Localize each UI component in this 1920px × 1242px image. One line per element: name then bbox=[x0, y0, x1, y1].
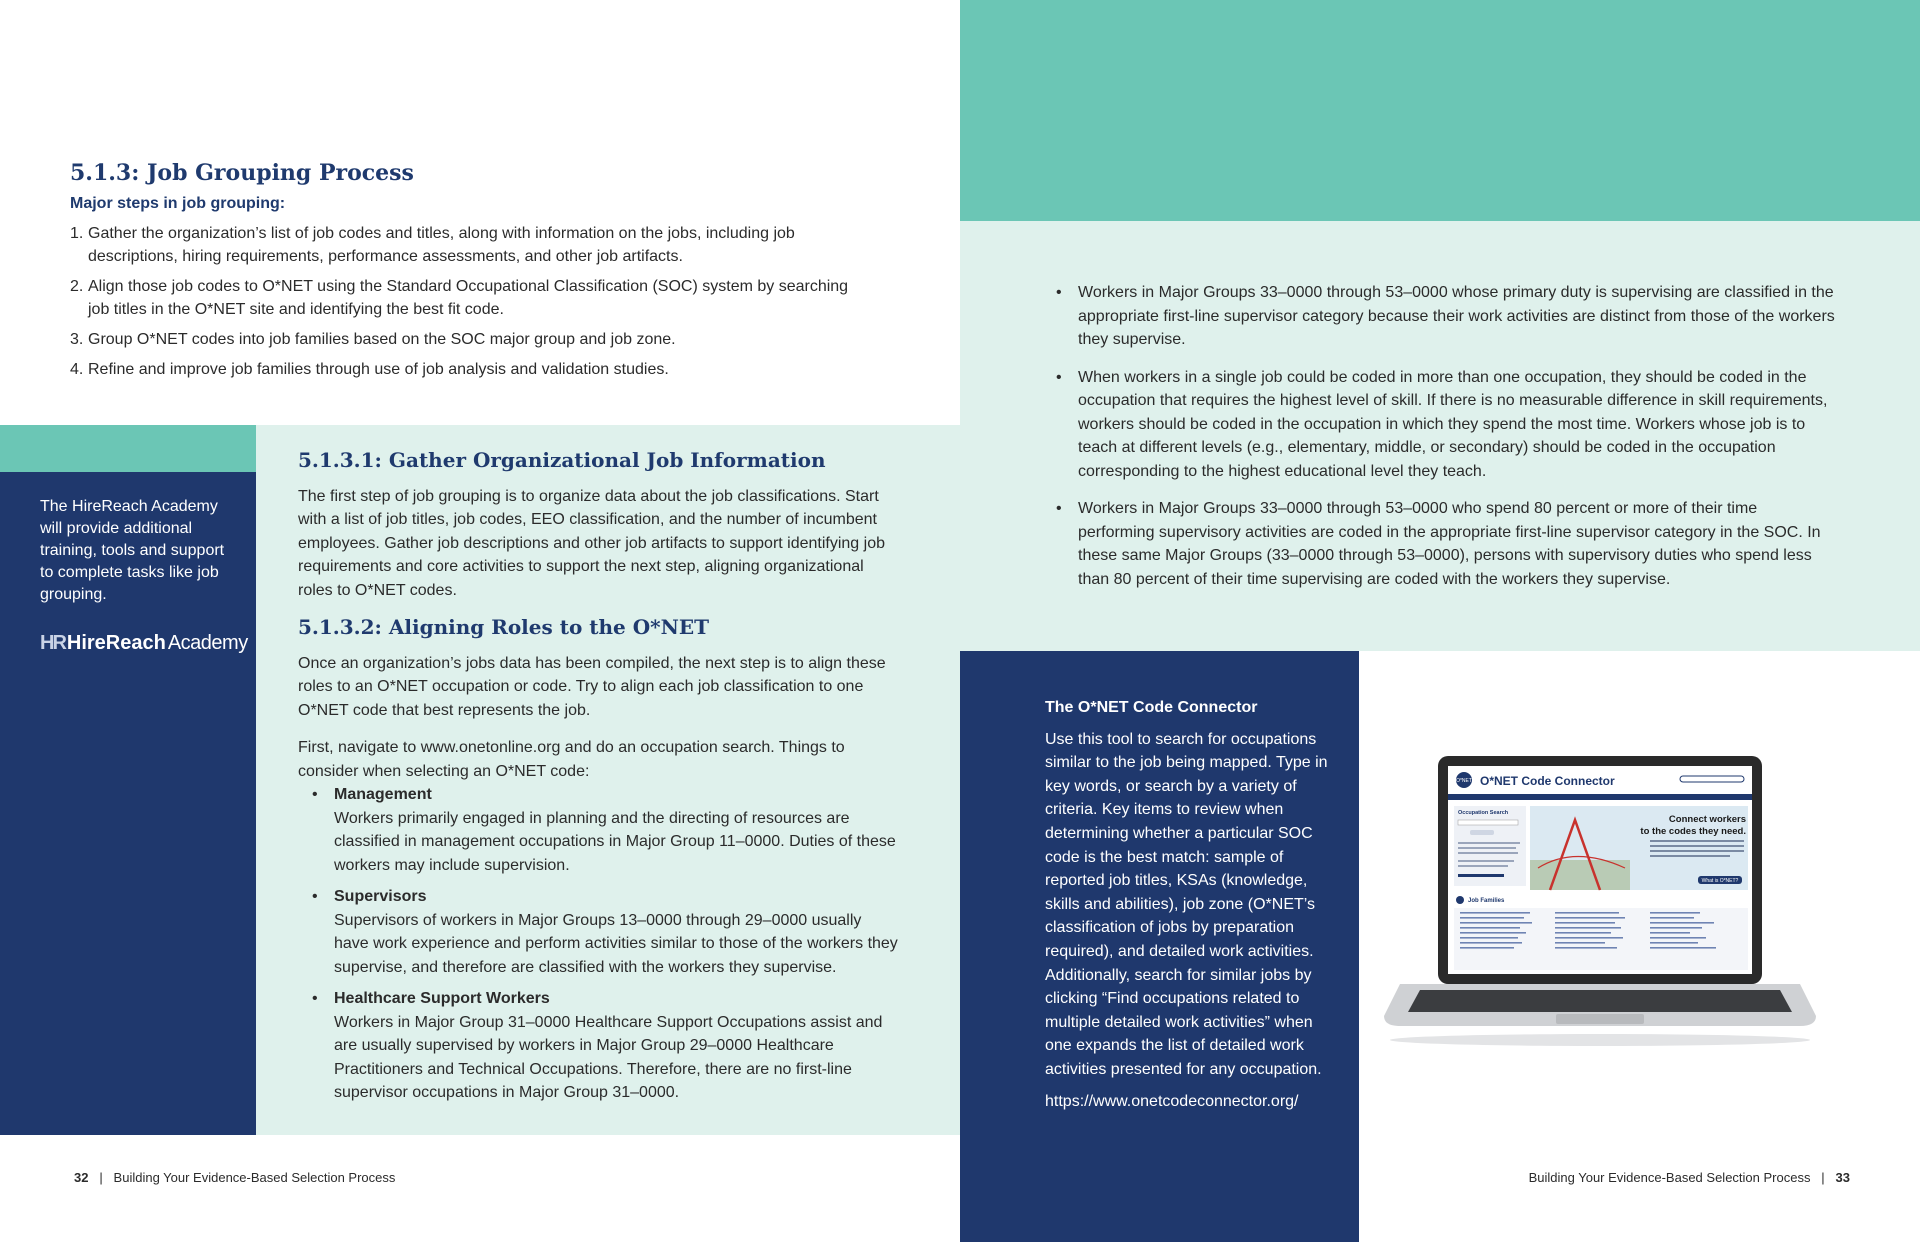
list-item bbox=[70, 275, 870, 321]
job-families-title: Job Families bbox=[1468, 898, 1505, 904]
code-connector-box bbox=[960, 651, 1359, 1242]
page-footer-right bbox=[1529, 1170, 1850, 1185]
hero-line-1: Connect workers bbox=[1668, 814, 1746, 825]
consideration-text: Workers in Major Group 31–0000 Healthcare Support Occupations assist and are usually supervised by workers in Major Group 29–0000 Healthcare Practitioners and Technical Occupations. Therefore, there are no first-line supervisor occupations in Major Group 31–0000. bbox=[334, 1013, 883, 1101]
academy-note: The HireReach Academy will provide additional training, tools and support to complete tasks like job grouping. bbox=[40, 498, 225, 603]
page-footer-left bbox=[74, 1170, 395, 1185]
job-families-icon bbox=[1456, 896, 1464, 904]
step-text: Group O*NET codes into job families based on the SOC major group and job zone. bbox=[88, 331, 676, 348]
subsection-title-aligning: 5.1.3.2: Aligning Roles to the O*NET bbox=[298, 615, 710, 639]
list-item: • Workers in Major Groups 33–0000 through 53–0000 whose primary duty is supervising are classified in the appropriate first-line supervisor category because their work activities are distinct from those of the workers they supervise. bbox=[1078, 281, 1838, 352]
footer-separator: | bbox=[99, 1170, 103, 1185]
list-item bbox=[298, 783, 898, 877]
academy-sidebar bbox=[0, 472, 256, 1135]
step-text: Gather the organization’s list of job codes and titles, along with information on the jobs, including job descriptions, hiring requirements, performance assessments, and other job artifacts. bbox=[88, 225, 795, 265]
step-text: Align those job codes to O*NET using the Standard Occupational Classification (SOC) system by searching job titles in the O*NET site and identifying the best fit code. bbox=[88, 278, 849, 318]
list-item: • When workers in a single job could be coded in more than one occupation, they should be coded in the occupation that requires the highest level of skill. If there is no measurable difference in skill requirements, workers should be coded in the occupation in which they spend the most time. Workers whose job is to teach at different levels (e.g., elementary, middle, or secondary) should be coded in the occupation corresponding to the highest educational level they teach. bbox=[1078, 366, 1838, 484]
hero-line-2: to the codes they need. bbox=[1640, 826, 1746, 837]
step-number: 1. bbox=[70, 225, 84, 242]
list-item: • Workers in Major Groups 33–0000 through 53–0000 who spend 80 percent or more of their time performing supervisory activities are coded in the appropriate first-line supervisor category in the SOC. In these same Major Groups (33–0000 through 53–0000), persons with supervisory duties who spend less than 80 percent of their time supervising are coded with the workers they supervise. bbox=[1078, 497, 1838, 591]
consideration-title: • Management bbox=[334, 786, 432, 803]
list-item bbox=[70, 328, 870, 351]
navigate-paragraph: First, navigate to www.onetonline.org and do an occupation search. Things to consider when selecting an O*NET code: bbox=[298, 739, 845, 780]
onet-logo-text: O*NET bbox=[1456, 778, 1472, 784]
search-button-shape bbox=[1470, 830, 1494, 835]
consideration-title: • Healthcare Support Workers bbox=[334, 990, 550, 1007]
laptop-screenshot-image bbox=[1380, 750, 1820, 1050]
rules-list bbox=[1078, 281, 1838, 605]
page-number: 32 bbox=[74, 1170, 89, 1185]
search-field bbox=[1458, 820, 1518, 825]
steps-list bbox=[70, 222, 870, 388]
job-info-panel bbox=[256, 425, 960, 1135]
consideration-text: Workers primarily engaged in planning and the directing of resources are classified in management occupations in Major Group 11–0000. Duties of these workers may include supervision. bbox=[334, 809, 896, 874]
code-connector-link[interactable]: https://www.onetcodeconnector.org/ bbox=[1045, 1092, 1299, 1110]
consideration-title: • Supervisors bbox=[334, 888, 427, 905]
logo-text-bold: HireReach bbox=[66, 632, 166, 654]
teal-header-block bbox=[960, 0, 1920, 221]
step-number: 3. bbox=[70, 331, 84, 348]
list-item bbox=[70, 358, 870, 381]
screen-search-box bbox=[1680, 776, 1744, 782]
screen-nav-bar bbox=[1448, 794, 1752, 800]
consideration-text: Supervisors of workers in Major Groups 13–0000 through 29–0000 usually have work experience and perform activities similar to those of the workers they supervise, and therefore are classified with the workers they supervise. bbox=[334, 911, 898, 976]
laptop-trackpad bbox=[1556, 1014, 1644, 1024]
list-item bbox=[298, 885, 898, 979]
laptop-keyboard bbox=[1408, 990, 1792, 1012]
section-subtitle: Major steps in job grouping: bbox=[70, 195, 286, 212]
subsection-title-gather: 5.1.3.1: Gather Organizational Job Information bbox=[298, 448, 826, 472]
supervision-rules-panel bbox=[960, 221, 1920, 651]
gather-paragraph: The first step of job grouping is to organize data about the job classifications. Start with a list of job titles, job codes, EEO classification, and the number of incumbent employees. Gather job descriptions and other job artifacts to support identifying job requirements and core activities to support the next step, aligning organizational roles to O*NET codes. bbox=[298, 487, 885, 599]
what-is-onet-label: What is O*NET? bbox=[1701, 878, 1739, 884]
footer-title: Building Your Evidence-Based Selection Process bbox=[113, 1170, 396, 1185]
footer-separator: | bbox=[1821, 1170, 1825, 1185]
search-panel-title: Occupation Search bbox=[1458, 810, 1509, 816]
considerations-list bbox=[298, 783, 898, 1105]
list-item bbox=[298, 987, 898, 1105]
hirereach-logo bbox=[40, 632, 248, 655]
footer-title: Building Your Evidence-Based Selection Process bbox=[1528, 1170, 1811, 1185]
box-text: Use this tool to search for occupations similar to the job being mapped. Type in key words, or search by a variety of criteria. Key items to review when determining whether a particular SOC code is the best match: sample of reported job titles, KSAs (knowledge, skills and abilities), job zone (O*NET’s classification of jobs by preparation required), and detailed work activities. Additionally, search for similar jobs by clicking “Find occupations related to multiple detailed work activities” when one expands the list of detailed work activities presented for any occupation. bbox=[1045, 730, 1328, 1078]
aligning-paragraph: Once an organization’s jobs data has been compiled, the next step is to align these roles to an O*NET occupation or code. Try to align each job classification to one O*NET code that best represents the job. bbox=[298, 654, 886, 719]
step-text: Refine and improve job families through use of job analysis and validation studies. bbox=[88, 361, 669, 378]
logo-text-regular: Academy bbox=[167, 632, 248, 654]
list-item bbox=[70, 222, 870, 268]
teal-accent-strip bbox=[0, 425, 256, 472]
box-title: The O*NET Code Connector bbox=[1045, 699, 1258, 716]
screen-title: O*NET Code Connector bbox=[1480, 774, 1615, 788]
step-number: 2. bbox=[70, 278, 84, 295]
section-title: 5.1.3: Job Grouping Process bbox=[70, 160, 414, 186]
step-number: 4. bbox=[70, 361, 84, 378]
page-number: 33 bbox=[1835, 1170, 1850, 1185]
right-page bbox=[960, 0, 1920, 1242]
hr-logo-icon: HR bbox=[40, 632, 65, 654]
